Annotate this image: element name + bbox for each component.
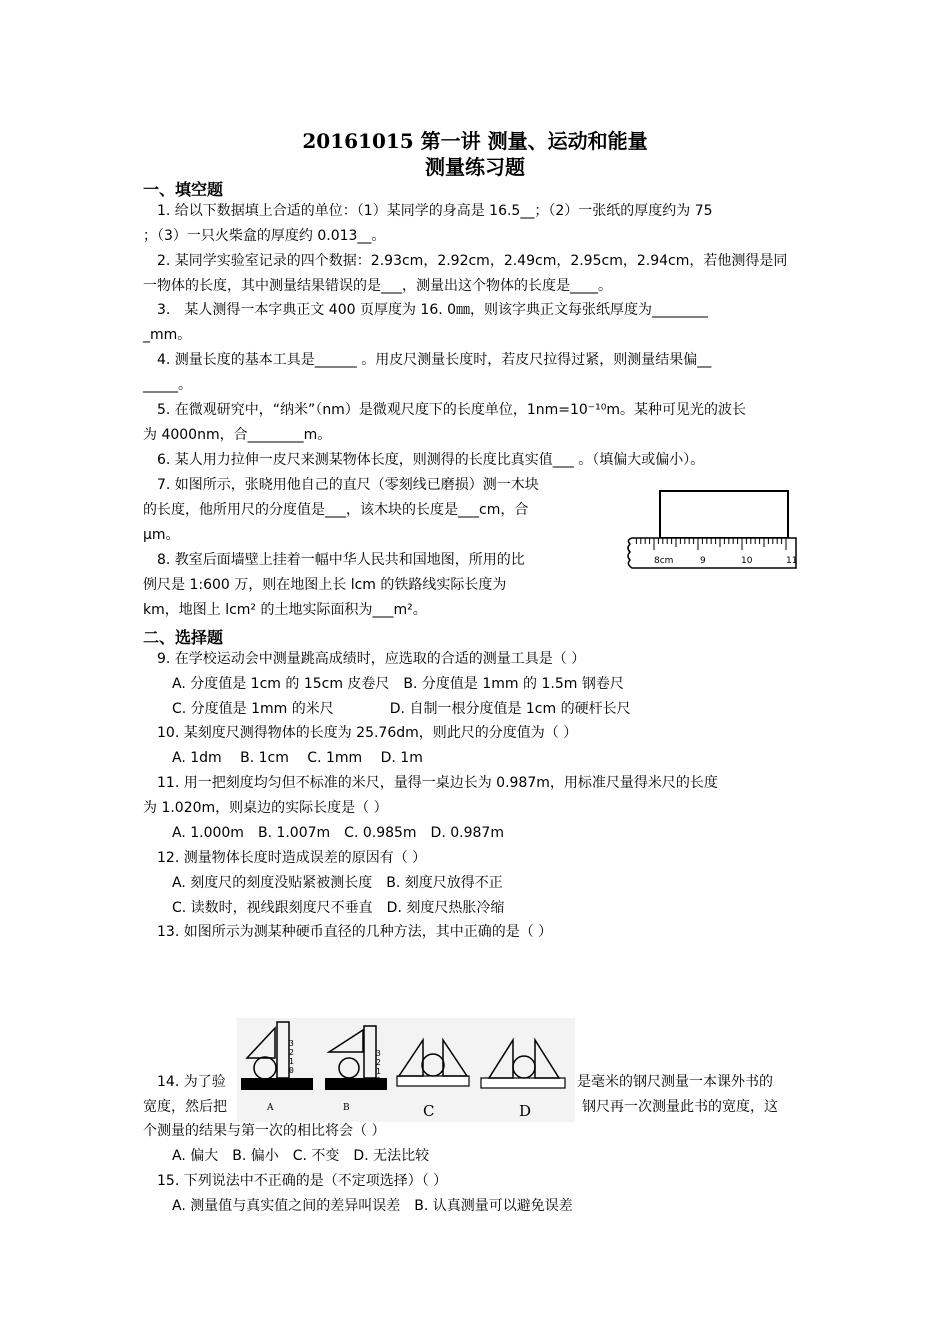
q5-line1: 5. 在微观研究中，“纳米”（nm）是微观尺度下的长度单位，1nm=10⁻¹⁰m。某种可见光的波长 [157,402,747,418]
q8-line2: 例尺是 1:600 万，则在地图上长 lcm 的铁路线实际长度为 [143,577,507,593]
q3-line2: _mm。 [143,327,192,343]
q3-line1: 3. 某人测得一本字典正文 400 页厚度为 16. 0㎜，则该字典正文每张纸厚度为________ [157,302,709,318]
q15-line: 15. 下列说法中不正确的是（不定项选择）（ ） [157,1173,448,1189]
method-d-ruler [481,1078,565,1088]
section-fill-in: 一、填空题 [143,180,224,199]
q1-line1: 1. 给以下数据填上合适的单位：（1）某同学的身高是 16.5__；（2）一张纸的厚度约为 75 [157,203,713,219]
q11-options: A. 1.000m B. 1.007m C. 0.985m D. 0.987m [172,825,504,841]
q9-line: 9. 在学校运动会中测量跳高成绩时，应选取的合适的测量工具是（ ） [157,651,586,667]
ruler-block-figure [624,486,800,572]
ruler-label-8cm: 8cm [654,556,674,566]
q8-line3: km，地图上 lcm² 的土地实际面积为___m²。 [143,602,427,618]
q7-line3: μm。 [143,527,180,543]
q13-line: 13. 如图所示为测某种硬币直径的几种方法，其中正确的是（ ） [157,924,553,940]
q12-line: 12. 测量物体长度时造成误差的原因有（ ） [157,850,427,866]
q14-line1-left: 14. 为了验 [157,1074,226,1090]
b-scale-1: 1 [376,1067,381,1076]
a-scale-3: 3 [289,1039,294,1048]
q14-options: A. 偏大 B. 偏小 C. 不变 D. 无法比较 [172,1148,430,1164]
section-choice: 二、选择题 [143,628,224,647]
q12-options-ab: A. 刻度尺的刻度没贴紧被测长度 B. 刻度尺放得不正 [172,875,503,891]
q11-line1: 11. 用一把刻度均匀但不标准的米尺，量得一桌边长为 0.987m，用标准尺量得米尺的长度 [157,775,718,791]
q9-options-ab: A. 分度值是 1cm 的 15cm 皮卷尺 B. 分度值是 1mm 的 1.5m 钢卷尺 [172,676,624,692]
label-d: D [519,1102,532,1120]
q15-options-ab: A. 测量值与真实值之间的差异叫误差 B. 认真测量可以避免误差 [172,1198,573,1214]
ruler-label-9: 9 [700,556,706,566]
q11-line2: 为 1.020m，则桌边的实际长度是（ ） [143,800,388,816]
label-b: B [343,1103,350,1113]
q14-line2-left: 宽度，然后把 [143,1099,227,1115]
q10-line: 10. 某刻度尺测得物体的长度为 25.76dm，则此尺的分度值为（ ） [157,725,578,741]
wooden-block [660,491,788,538]
q1-line2: ；（3）一只火柴盒的厚度约 0.013__。 [143,228,386,244]
q6-line: 6. 某人用力拉伸一皮尺来测某物体长度，则测得的长度比真实值___ 。（填偏大或偏小）。 [157,452,705,468]
q2-line1: 2. 某同学实验室记录的四个数据：2.93cm，2.92cm，2.49cm，2.95cm，2.94cm，若他测得是同 [157,253,788,269]
label-a: A [267,1103,274,1113]
ruler-label-11: 11 [786,556,798,566]
q7-line1: 7. 如图所示，张晓用他自己的直尺（零刻线已磨损）测一木块 [157,477,539,493]
q7-line2: 的长度，他所用尺的分度值是___，该木块的长度是___cm，合 [143,502,529,518]
method-c-ruler [397,1076,469,1086]
q14-line1-right: 是毫米的钢尺测量一本课外书的 [577,1074,773,1090]
q5-line2: 为 4000nm，合________m。 [143,427,332,443]
b-scale-0: 0 [376,1076,381,1085]
b-scale-3: 3 [376,1049,381,1058]
q4-line1: 4. 测量长度的基本工具是______ 。用皮尺测量长度时，若皮尺拉得过紧，则测量结果偏__ [157,352,712,368]
b-scale-2: 2 [376,1058,381,1067]
ruler-label-10: 10 [741,556,753,566]
label-c: C [423,1102,435,1120]
q9-options-cd: C. 分度值是 1mm 的米尺 D. 自制一根分度值是 1cm 的硬杆长尺 [172,701,631,717]
q14-line3: 个测量的结果与第一次的相比将会（ ） [143,1123,386,1139]
method-a-base [241,1078,313,1090]
q4-line2: _____。 [143,377,192,393]
a-scale-1: 1 [289,1057,294,1066]
q14-line2-right: 钢尺再一次测量此书的宽度，这 [582,1099,778,1115]
q2-line2: 一物体的长度，其中测量结果错误的是___，测量出这个物体的长度是____。 [143,278,612,294]
doc-title-line2: 测量练习题 [425,155,525,179]
q10-options: A. 1dm B. 1cm C. 1mm D. 1m [172,750,423,766]
a-scale-0: 0 [289,1066,294,1075]
a-scale-2: 2 [289,1048,294,1057]
q8-line1: 8. 教室后面墙壁上挂着一幅中华人民共和国地图，所用的比 [157,552,525,568]
coin-measurement-figure [237,1018,575,1122]
doc-title-line1: 20161015 第一讲 测量、运动和能量 [302,129,648,153]
q12-options-cd: C. 读数时，视线跟刻度尺不垂直 D. 刻度尺热胀冷缩 [172,900,505,916]
